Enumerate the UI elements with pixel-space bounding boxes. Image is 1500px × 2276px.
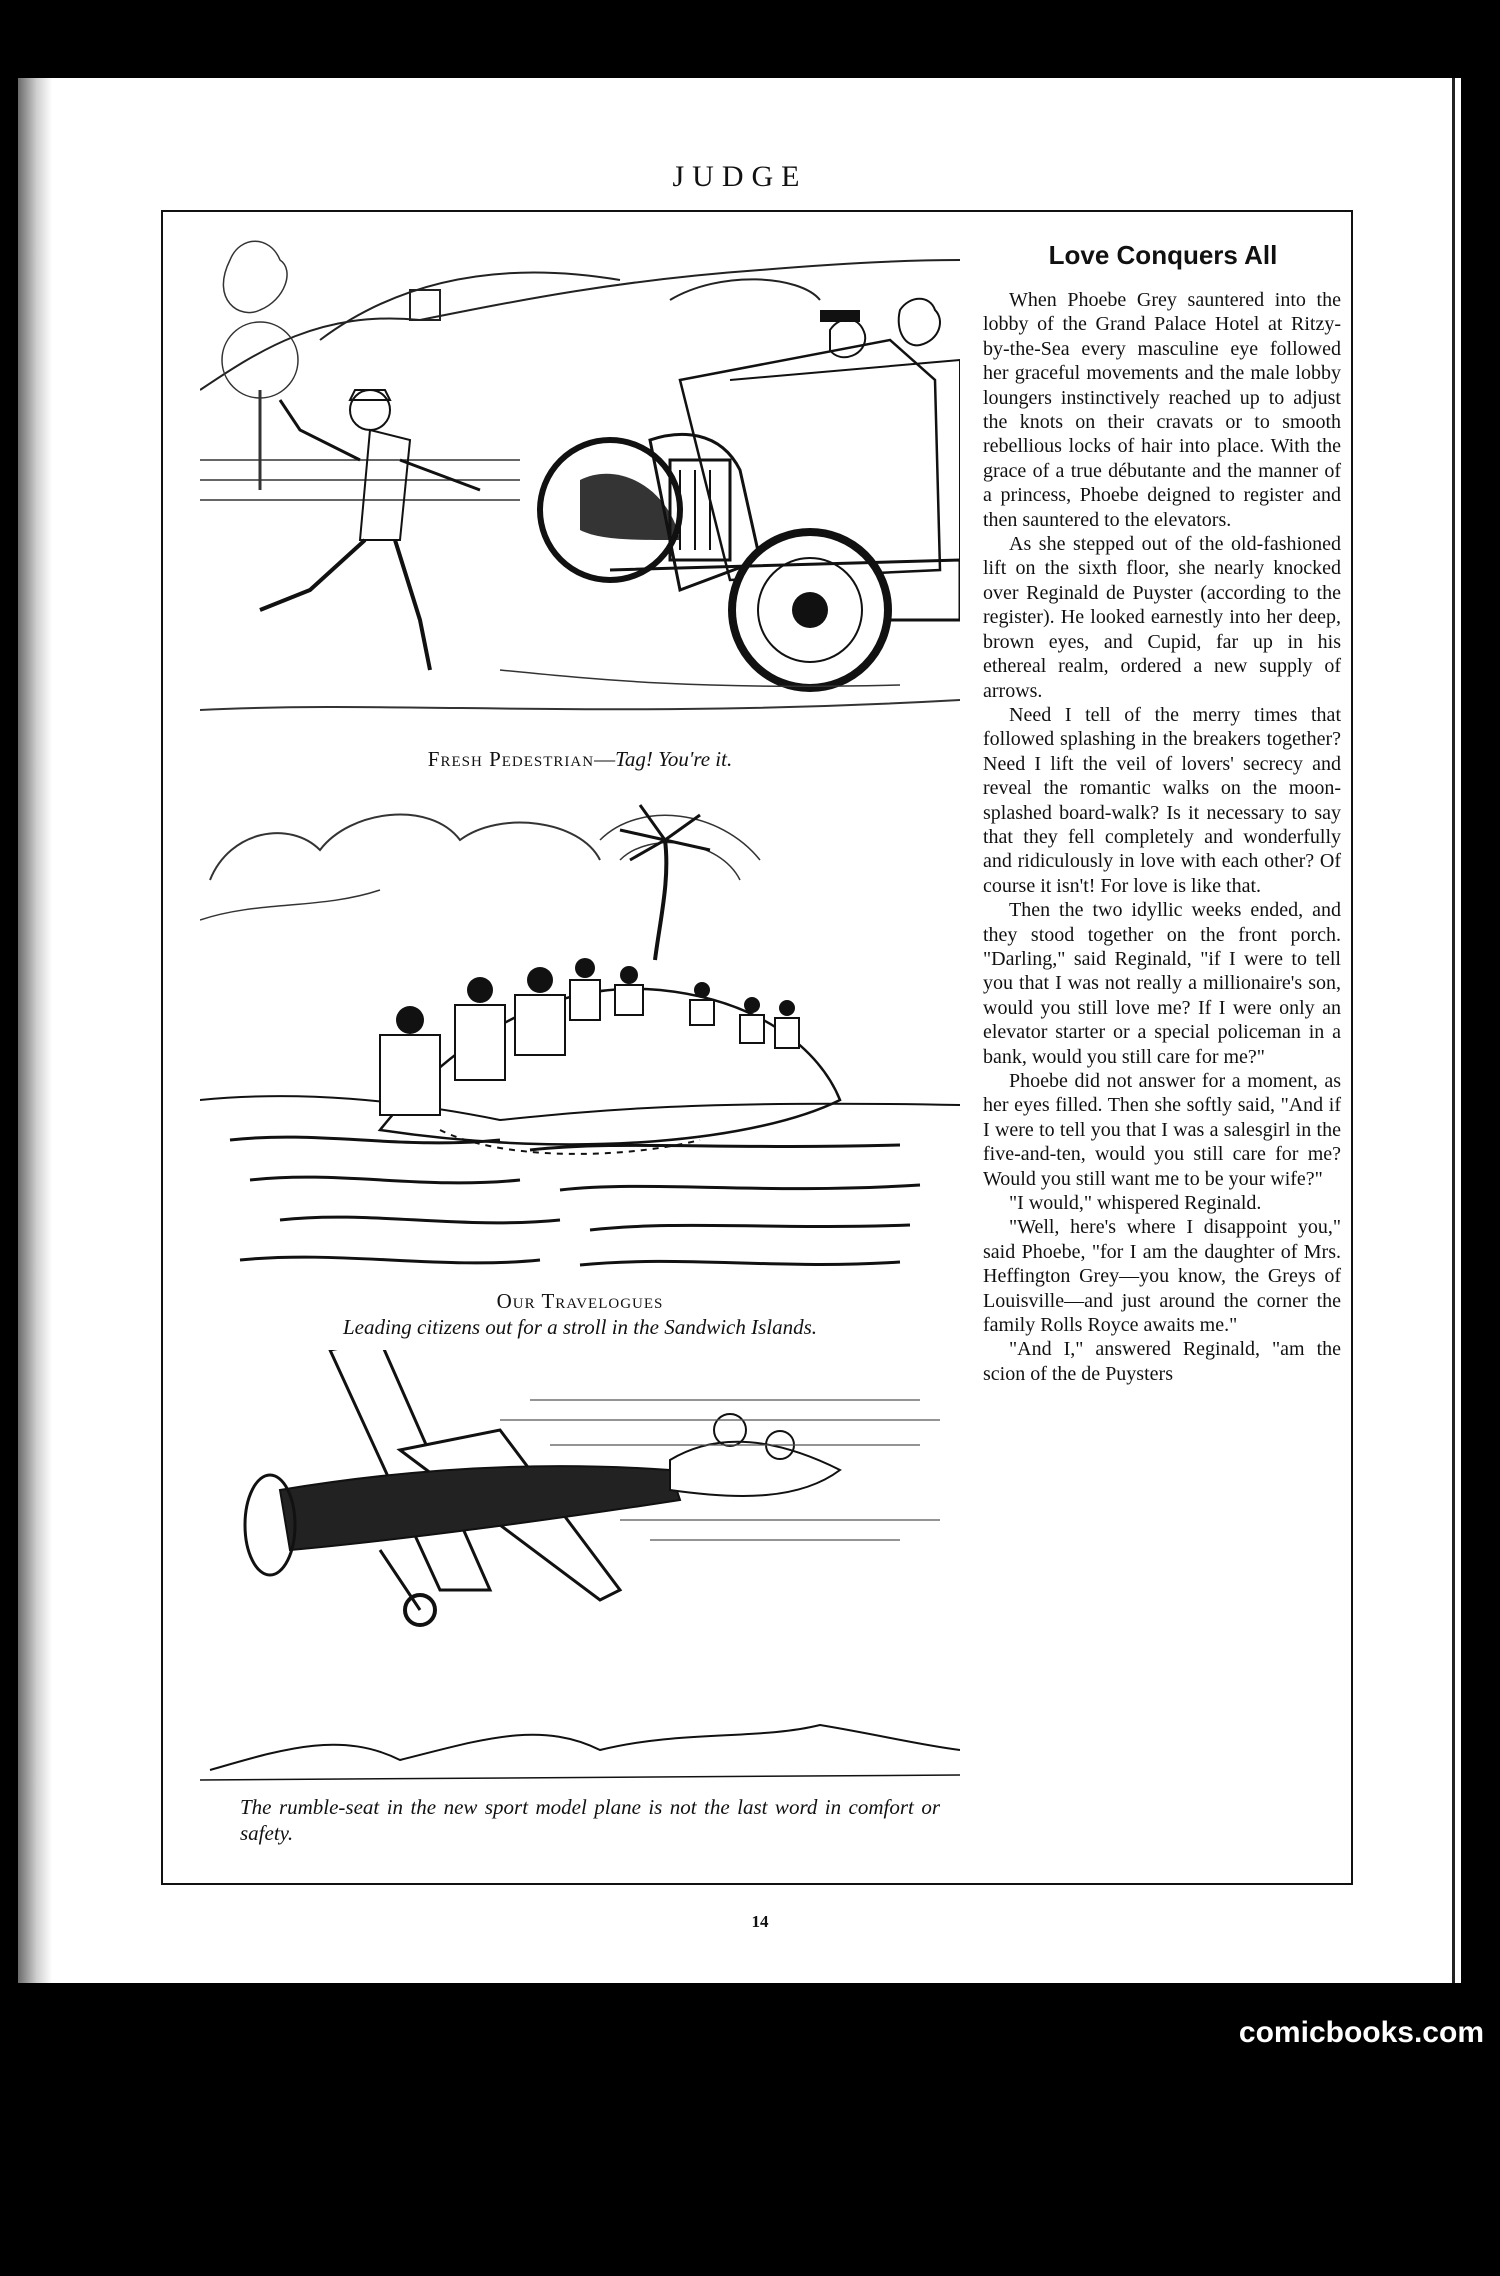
binding-shadow (18, 78, 52, 1983)
island-cartoon (200, 800, 960, 1300)
article-paragraph: Then the two idyllic weeks ended, and they stood together on the front porch. "Darling," said Reginald, "if I were to tell you that I was not really a millionaire's son, would you still love me? If I were only an elevator starter or a special policeman in a bank, would you still care for me?" (983, 899, 1341, 1068)
watermark: comicbooks.com (1238, 2016, 1484, 2049)
article-paragraph: "Well, here's where I disappoint you," said Phoebe, "for I am the daughter of Mrs. Heffington Grey—you know, the Greys of Louisville—and just around the corner the family Rolls Royce awaits me." (983, 1216, 1341, 1337)
cartoon-2-caption (200, 1288, 960, 1340)
cartoon-1-caption-label: Fresh Pedestrian (427, 747, 595, 771)
page-edge (1452, 78, 1461, 1983)
cartoon-1-caption (200, 746, 960, 772)
cartoon-1-caption-text: Tag! You're it. (615, 747, 733, 771)
article-paragraph: Phoebe did not answer for a moment, as her eyes filled. Then she softly said, "And if I were to tell you that I was a salesgirl in the five-and-ten, would you still care for me? Would you still want me to be your wife?" (983, 1070, 1341, 1190)
article-title: Love Conquers All (1048, 240, 1278, 270)
caption-dash: — (594, 747, 616, 771)
page-number: 14 (751, 1912, 769, 1931)
cartoon-2-caption-label: Our Travelogues (496, 1289, 664, 1313)
article-body (983, 288, 1341, 1386)
cartoon-3-caption: The rumble-seat in the new sport model plane is not the last word in comfort or safety. (240, 1795, 940, 1845)
plane-cartoon (200, 1350, 960, 1790)
article-paragraph: When Phoebe Grey sauntered into the lobby of the Grand Palace Hotel at Ritzy-by-the-Sea every masculine eye followed her graceful movements and the male lobby loungers instinctively reached up to adjust the knots on their cravats or to smooth rebellious locks of hair into place. With the grace of a true débutante and the manner of a princess, Phoebe deigned to register and then sauntered to the elevators. (983, 289, 1341, 531)
article-paragraph: "And I," answered Reginald, "am the scion of the de Puysters (983, 1338, 1341, 1385)
car-cartoon (200, 240, 960, 740)
article-paragraph: Need I tell of the merry times that followed splashing in the breakers together? Need I lift the veil of lovers' secrecy and reveal the romantic walks on the moon-splashed board-walk? Is it necessary to say that they fell completely and wonderfully and ridiculously in love with each other? Of course it isn't! For love is like that. (983, 703, 1341, 897)
article-paragraph: As she stepped out of the old-fashioned lift on the sixth floor, she nearly knocked over Reginald de Puyster (according to the register). He looked earnestly into her deep, brown eyes, and Cupid, far up in his ethereal realm, ordered a new supply of arrows. (983, 533, 1341, 702)
cartoon-2-caption-text: Leading citizens out for a stroll in the Sandwich Islands. (342, 1315, 818, 1339)
magazine-title: JUDGE (672, 160, 808, 193)
article-paragraph: "I would," whispered Reginald. (1009, 1192, 1262, 1215)
